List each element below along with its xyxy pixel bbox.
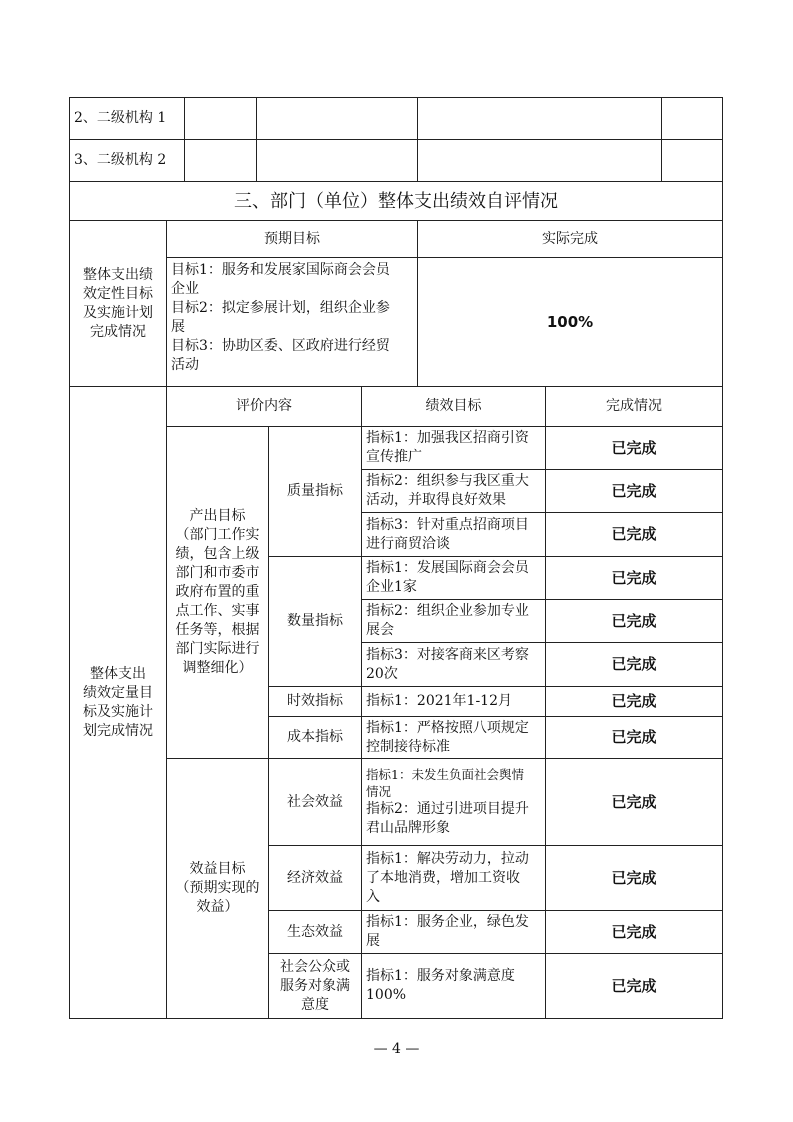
indicator-status: 已完成 — [545, 599, 723, 643]
empty-cell — [661, 97, 723, 140]
indicator-text: 指标1：服务企业，绿色发 展 — [361, 910, 546, 954]
evaluation-content-header: 评价内容 — [166, 386, 362, 427]
indicator-text: 指标1：未发生负面社会舆情 情况 — [366, 767, 524, 799]
performance-target-header: 绩效目标 — [361, 386, 546, 427]
indicator-text: 指标1：2021年1-12月 — [361, 686, 546, 717]
indicator-text: 指标1：严格按照八项规定 控制接待标准 — [361, 716, 546, 759]
indicator-text: 指标2：组织企业参加专业 展会 — [361, 599, 546, 643]
empty-cell — [256, 139, 418, 182]
page-number: — 4 — — [373, 1041, 420, 1057]
completion-status-header: 完成情况 — [545, 386, 723, 427]
indicator-status: 已完成 — [545, 758, 723, 846]
empty-cell — [417, 139, 662, 182]
indicator-status: 已完成 — [545, 512, 723, 557]
qualitative-row-label: 整体支出绩 效定性目标 及实施计划 完成情况 — [69, 220, 167, 387]
expected-goals-text: 目标1：服务和发展家国际商会会员 企业 目标2：拟定参展计划，组织企业参 展 目标3：协助区委、区政府进行经贸 活动 — [166, 257, 418, 387]
expected-goal-header: 预期目标 — [166, 220, 418, 258]
indicator-status: 已完成 — [545, 556, 723, 600]
actual-completion-value: 100% — [417, 257, 723, 387]
output-goal-label: 产出目标 （部门工作实 绩，包含上级 部门和市委市 政府布置的重 点工作、实事 任务等，根据 部门实际进行 调整细化） — [166, 426, 269, 759]
actual-completion-header: 实际完成 — [417, 220, 723, 258]
indicator-status: 已完成 — [545, 686, 723, 717]
indicator-text: 指标1：解决劳动力，拉动 了本地消费，增加工资收 入 — [361, 845, 546, 911]
indicator-status: 已完成 — [545, 469, 723, 513]
social-benefit-label: 社会效益 — [268, 758, 362, 846]
empty-cell — [661, 139, 723, 182]
indicator-status: 已完成 — [545, 426, 723, 470]
economic-benefit-label: 经济效益 — [268, 845, 362, 911]
benefit-goal-label: 效益目标 （预期实现的 效益） — [166, 758, 269, 1019]
indicator-text: 指标1：服务对象满意度 100% — [361, 953, 546, 1019]
timeliness-indicator-label: 时效指标 — [268, 686, 362, 717]
empty-cell — [256, 97, 418, 140]
indicator-status: 已完成 — [545, 642, 723, 687]
indicator-status: 已完成 — [545, 716, 723, 759]
ecological-benefit-label: 生态效益 — [268, 910, 362, 954]
section-title: 三、部门（单位）整体支出绩效自评情况 — [69, 181, 723, 221]
indicator-text: 指标3：针对重点招商项目 进行商贸洽谈 — [361, 512, 546, 557]
social-indicator-cell — [361, 758, 546, 846]
indicator-text: 指标2：通过引进项目提升 君山品牌形象 — [366, 801, 529, 836]
empty-cell — [184, 139, 257, 182]
empty-cell — [184, 97, 257, 140]
satisfaction-label: 社会公众或 服务对象满 意度 — [268, 953, 362, 1019]
quality-indicator-label: 质量指标 — [268, 426, 362, 557]
indicator-text: 指标2：组织参与我区重大 活动，并取得良好效果 — [361, 469, 546, 513]
cost-indicator-label: 成本指标 — [268, 716, 362, 759]
indicator-text: 指标1：发展国际商会会员 企业1家 — [361, 556, 546, 600]
indicator-status: 已完成 — [545, 845, 723, 911]
indicator-text: 指标1：加强我区招商引资 宣传推广 — [361, 426, 546, 470]
quantity-indicator-label: 数量指标 — [268, 556, 362, 687]
quantitative-row-label: 整体支出 绩效定量目 标及实施计 划完成情况 — [69, 386, 167, 1019]
indicator-status: 已完成 — [545, 953, 723, 1019]
indicator-text: 指标3：对接客商来区考察 20次 — [361, 642, 546, 687]
org-row-label: 2、二级机构 1 — [69, 97, 185, 140]
org-row-label: 3、二级机构 2 — [69, 139, 185, 182]
indicator-status: 已完成 — [545, 910, 723, 954]
empty-cell — [417, 97, 662, 140]
